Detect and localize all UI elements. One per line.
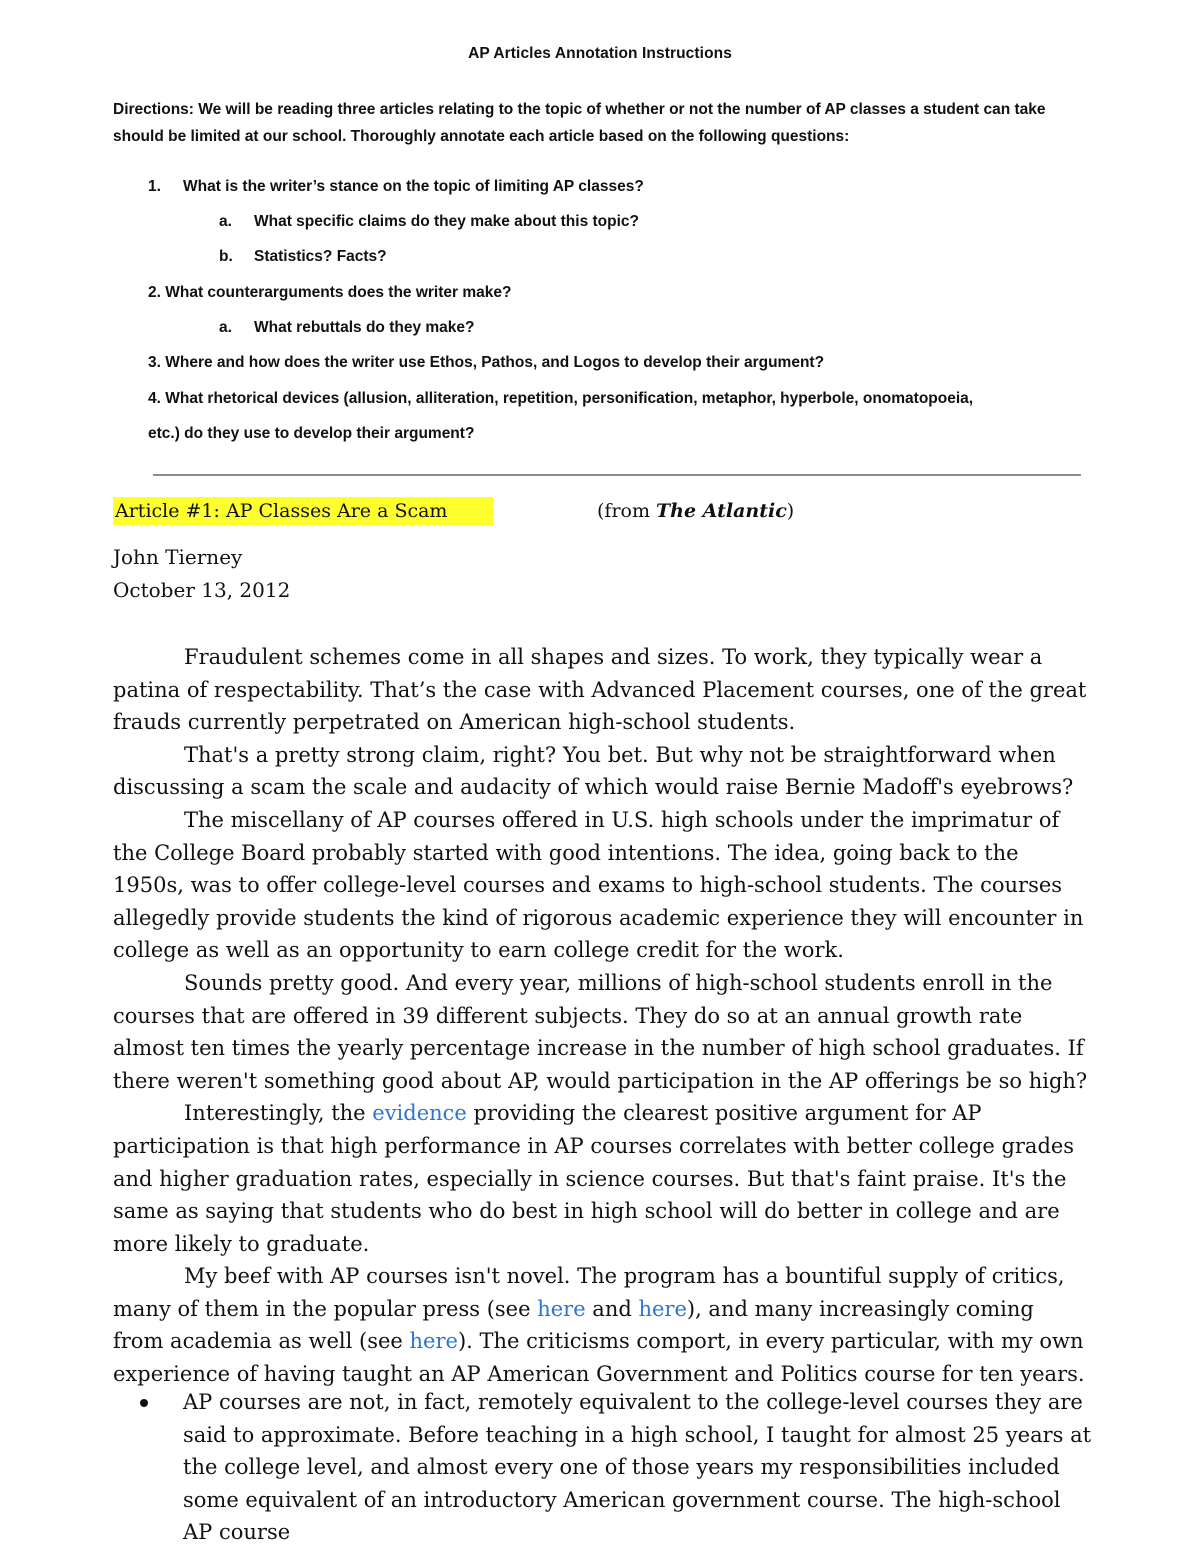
source-prefix: (from (597, 500, 657, 522)
article-title-highlighted: Article #1: AP Classes Are a Scam (113, 497, 493, 525)
question-3: 3. Where and how does the writer use Ethos, Pathos, and Logos to develop their argument? (148, 354, 825, 371)
paragraph-1: Fraudulent schemes come in all shapes and sizes. To work, they typically wear a patina of respectability. That’s the case with Advanced Placement courses, one of the great frauds currently perpetrated on American high-school students. (113, 645, 1087, 735)
article-body (113, 641, 1089, 1391)
paragraph-2: That's a pretty strong claim, right? You bet. But why not be straightforward when discussing a scam the scale and audacity of which would raise Bernie Madoff's eyebrows? (113, 742, 1074, 800)
document-title: AP Articles Annotation Instructions (468, 45, 732, 62)
source-suffix: ) (786, 500, 795, 522)
question-2a-letter: a. (219, 319, 232, 336)
directions-text: Directions: We will be reading three articles relating to the topic of whether or not the number of AP classes a student can take should be limited at our school. Thoroughly annotate each article based on the following questions: (113, 101, 1046, 145)
question-2: 2. What counterarguments does the writer make? (148, 284, 512, 301)
bullet-dot-icon (140, 1399, 148, 1407)
paragraph-6-part-2: and (585, 1296, 639, 1321)
paragraph-5-before: Interestingly, the (184, 1101, 373, 1126)
article-source (597, 497, 794, 525)
question-1a (219, 213, 639, 231)
paragraph-4: Sounds pretty good. And every year, millions of high-school students enroll in the courses that are offered in 39 different subjects. They do so at an annual growth rate almost ten times the yearly percentage increase in the number of high school graduates. If there weren't something good about AP, would participation in the AP offerings be so high? (113, 970, 1088, 1093)
question-1b-letter: b. (219, 248, 233, 265)
question-2a (219, 319, 474, 337)
article-author: John Tierney (113, 545, 243, 569)
paragraph-6-part-1: My beef with AP courses isn't novel. The program has a bountiful supply of critics, many of them in the popular press (see (113, 1264, 1065, 1321)
paragraph-6-part-4: ). The criticisms comport, in every particular, with my own experience of having taught an AP American Government and Politics course for ten years. (113, 1329, 1085, 1387)
paragraph-6 (113, 1260, 1089, 1390)
question-1 (148, 178, 644, 196)
question-1a-letter: a. (219, 213, 232, 230)
paragraph-3: The miscellany of AP courses offered in U.S. high schools under the imprimatur of the College Board probably started with good intentions. The idea, going back to the 1950s, was to offer college-level courses and exams to high-school students. The courses allegedly provide students the kind of rigorous academic experience they will encounter in college as well as an opportunity to earn college credit for the work. (113, 807, 1084, 963)
source-publication: The Atlantic (656, 500, 787, 522)
here-link-3[interactable]: here (409, 1329, 458, 1354)
paragraph-5-after: providing the clearest positive argument for AP participation is that high performance in AP courses correlates with better college grades and higher graduation rates, especially in science courses. But that's faint praise. It's the same as saying that students who do best in high school will do better in college and are more likely to graduate. (113, 1101, 1075, 1256)
here-link-2[interactable]: here (638, 1296, 687, 1321)
question-1a-text: What specific claims do they make about this topic? (254, 213, 639, 230)
horizontal-divider (153, 474, 1081, 476)
paragraph-6-part-3: ), and many increasingly coming from academia as well (see (113, 1296, 1034, 1354)
paragraph-5 (113, 1097, 1089, 1260)
question-1-text: What is the writer’s stance on the topic of limiting AP classes? (183, 178, 644, 195)
question-1-number: 1. (148, 178, 161, 195)
question-1b (219, 248, 387, 266)
question-4-line-1: 4. What rhetorical devices (allusion, alliteration, repetition, personification, metaphor, hyperbole, onomatopoeia, (148, 390, 974, 407)
here-link-1[interactable]: here (537, 1296, 586, 1321)
question-4-line-2: etc.) do they use to develop their argument? (148, 425, 475, 442)
article-date: October 13, 2012 (113, 578, 291, 602)
bullet-item-1 (113, 1386, 1093, 1549)
question-2a-text: What rebuttals do they make? (254, 319, 475, 336)
evidence-link[interactable]: evidence (372, 1101, 467, 1126)
question-1b-text: Statistics? Facts? (254, 248, 387, 265)
bullet-item-1-text: AP courses are not, in fact, remotely equivalent to the college-level courses they are said to approximate. Before teaching in a high school, I taught for almost 25 years at the college level, and almost every one of those years my responsibilities included some equivalent of an introductory American government course. The high-school AP course (183, 1390, 1092, 1545)
